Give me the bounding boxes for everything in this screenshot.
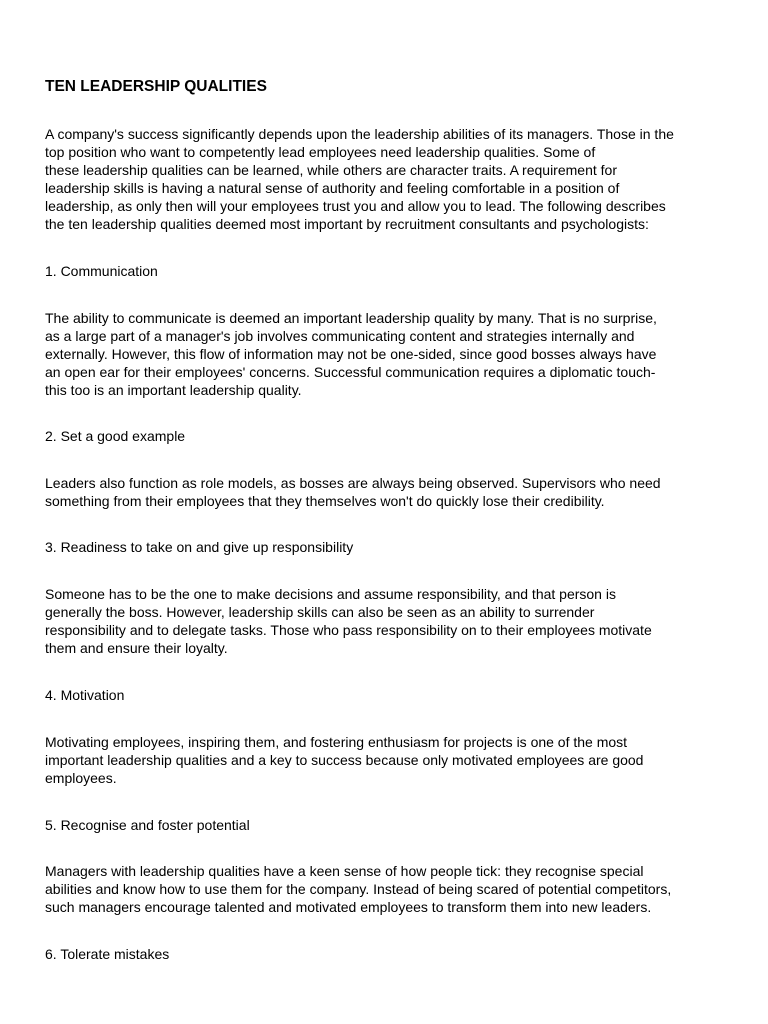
text-line: this too is an important leadership quality. [45, 382, 302, 398]
intro-paragraph [45, 125, 735, 233]
text-line: them and ensure their loyalty. [45, 640, 228, 656]
section-paragraph-recognise-potential [45, 862, 735, 916]
section-heading-tolerate-mistakes: 6. Tolerate mistakes [45, 946, 170, 962]
text-line: employees. [45, 770, 117, 786]
text-line: leadership skills is having a natural sense of authority and feeling comfortable in a position of [45, 180, 620, 196]
text-line: an open ear for their employees' concerns. Successful communication requires a diplomatic touch- [45, 364, 656, 380]
text-line: important leadership qualities and a key to success because only motivated employees are good [45, 752, 644, 768]
section-heading-recognise-potential: 5. Recognise and foster potential [45, 817, 250, 833]
text-line: as a large part of a manager's job involves communicating content and strategies internally and [45, 328, 635, 344]
document-title: TEN LEADERSHIP QUALITIES [45, 78, 267, 95]
text-line: Managers with leadership qualities have a keen sense of how people tick: they recognise special [45, 863, 644, 879]
section-heading-set-a-good-example: 2. Set a good example [45, 428, 186, 444]
text-line: such managers encourage talented and motivated employees to transform them into new leaders. [45, 899, 652, 915]
text-line: A company's success significantly depends upon the leadership abilities of its managers. Those in the [45, 126, 674, 142]
section-heading-responsibility: 3. Readiness to take on and give up responsibility [45, 539, 354, 555]
text-line: generally the boss. However, leadership skills can also be seen as an ability to surrender [45, 604, 595, 620]
section-paragraph-motivation [45, 733, 735, 787]
text-line: these leadership qualities can be learned, while others are character traits. A requirement for [45, 162, 617, 178]
section-heading-motivation: 4. Motivation [45, 687, 125, 703]
text-line: leadership, as only then will your employees trust you and allow you to lead. The following describes [45, 198, 666, 214]
text-line: externally. However, this flow of information may not be one-sided, since good bosses always have [45, 346, 657, 362]
section-heading-communication: 1. Communication [45, 263, 158, 279]
text-line: top position who want to competently lead employees need leadership qualities. Some of [45, 144, 596, 160]
text-line: Someone has to be the one to make decisions and assume responsibility, and that person is [45, 586, 616, 602]
text-line: abilities and know how to use them for the company. Instead of being scared of potential competitors, [45, 881, 672, 897]
section-paragraph-set-a-good-example [45, 474, 735, 510]
text-line: The ability to communicate is deemed an important leadership quality by many. That is no surprise, [45, 310, 657, 326]
text-line: Motivating employees, inspiring them, and fostering enthusiasm for projects is one of the most [45, 734, 628, 750]
section-paragraph-communication [45, 309, 735, 399]
text-line: Leaders also function as role models, as bosses are always being observed. Supervisors who need [45, 475, 661, 491]
text-line: something from their employees that they themselves won't do quickly lose their credibility. [45, 493, 605, 509]
text-line: responsibility and to delegate tasks. Those who pass responsibility on to their employees motivate [45, 622, 652, 638]
text-line: the ten leadership qualities deemed most important by recruitment consultants and psychologists: [45, 216, 649, 232]
section-paragraph-responsibility [45, 585, 735, 657]
